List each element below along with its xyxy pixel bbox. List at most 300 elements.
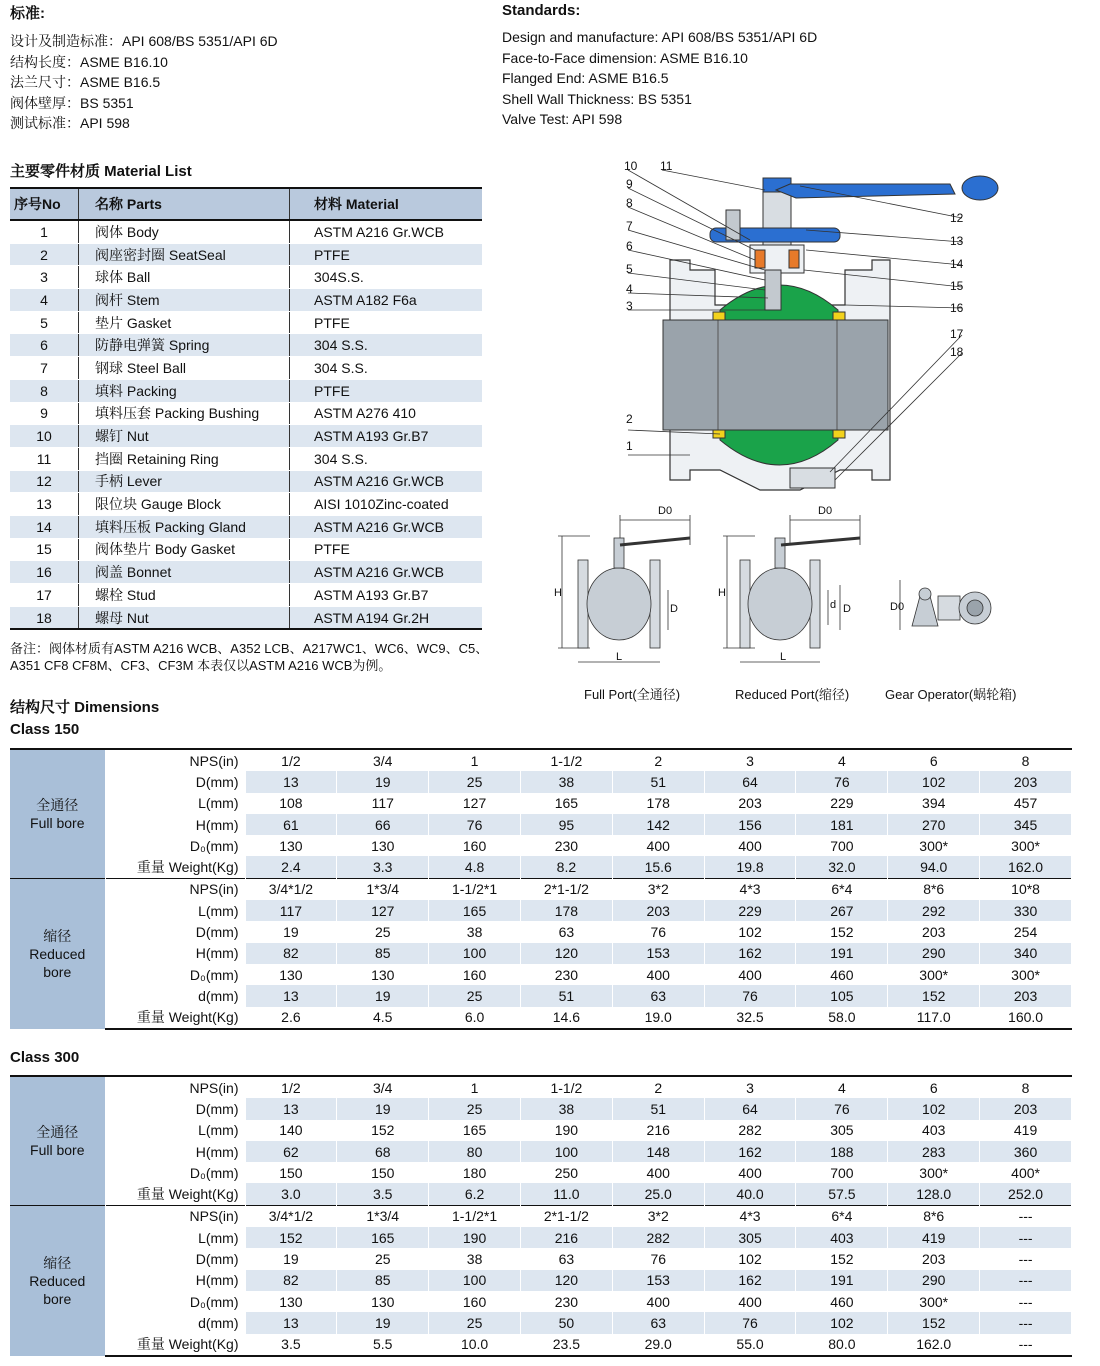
part-number: 6 [10,334,79,357]
part-name: 垫片 Gasket [79,311,290,334]
dimension-value: 152 [796,921,888,942]
dimension-value: 150 [337,1162,429,1183]
dimension-value: 63 [612,985,704,1006]
callout-number: 17 [950,327,964,341]
dimension-row [10,793,1072,814]
full-port-h-label: H [554,587,562,599]
dimension-value: 76 [612,1248,704,1269]
part-number: 17 [10,584,79,607]
dimension-value: 400 [704,1162,796,1183]
part-material: ASTM A216 Gr.WCB [290,470,483,493]
dimension-value: 152 [888,985,980,1006]
material-row [10,425,482,448]
material-row [10,379,482,402]
dimension-value: 6.0 [429,1007,521,1029]
dimension-value: 203 [980,985,1072,1006]
dimension-value: 130 [245,835,337,856]
part-material: PTFE [290,538,483,561]
dimension-value: 188 [796,1141,888,1162]
header-no: 序号No [10,188,79,220]
dimension-value: 162 [704,943,796,964]
dimension-value: 282 [612,1227,704,1248]
full-bore-group-label [10,1076,105,1205]
dimension-value: 290 [888,943,980,964]
callout-number: 1 [626,439,633,453]
dimension-value: 100 [429,943,521,964]
dimension-value: 102 [704,921,796,942]
dimension-value: 162.0 [888,1334,980,1356]
dimension-value: 1 [429,749,521,771]
dimension-label: NPS(in) [105,749,245,771]
dimension-row [10,878,1072,900]
dimension-value: 8*6 [888,1205,980,1227]
dimension-value: 190 [520,1120,612,1141]
dimension-value: 394 [888,793,980,814]
group-label-line: Full bore [30,1141,85,1158]
dimension-label: D(mm) [105,771,245,792]
dimension-label: H(mm) [105,1141,245,1162]
dimension-value: 64 [704,771,796,792]
dimension-value: 403 [796,1227,888,1248]
part-material: AISI 1010Zinc-coated [290,493,483,516]
header-material: 材料 Material [290,188,483,220]
dimension-value: 229 [704,900,796,921]
dimension-label: D(mm) [105,1248,245,1269]
dimension-value: 292 [888,900,980,921]
dimension-value: 460 [796,1291,888,1312]
dimension-row [10,1007,1072,1029]
part-number: 13 [10,493,79,516]
dimension-value: 3/4 [337,1076,429,1098]
dimension-label: H(mm) [105,814,245,835]
dimension-value: 4 [796,749,888,771]
dimension-value: 300* [888,835,980,856]
dimension-value: 250 [520,1162,612,1183]
dimension-value: 460 [796,964,888,985]
material-note [10,640,488,674]
part-name: 阀座密封圈 SeatSeal [79,243,290,266]
dimension-row [10,749,1072,771]
note-line-1: 备注：阀体材质有ASTM A216 WCB、A352 LCB、A217WC1、WC6、WC9、C5、 [10,641,489,656]
dimension-value: 14.6 [520,1007,612,1029]
dimension-value: 19 [245,921,337,942]
callout-number: 7 [626,219,633,233]
dimension-value: 95 [520,814,612,835]
callout-number: 6 [626,239,633,253]
dimension-value: 55.0 [704,1334,796,1356]
dimension-value: 4.5 [337,1007,429,1029]
dimension-value: 76 [704,985,796,1006]
dimension-value: 3*2 [612,878,704,900]
dimension-value: 8 [980,749,1072,771]
standards-en-heading: Standards: [502,2,581,19]
dimension-value: 165 [337,1227,429,1248]
dimension-value: 13 [245,771,337,792]
dimension-value: 25.0 [612,1183,704,1205]
dimension-value: 2*1-1/2 [520,878,612,900]
dimension-row [10,814,1072,835]
callout-number: 18 [950,345,964,359]
dimension-value: 32.0 [796,856,888,878]
part-number: 4 [10,289,79,312]
part-name: 填料压板 Packing Gland [79,515,290,538]
reduced-port-d-label: D [843,603,851,615]
header-parts: 名称 Parts [79,188,290,220]
dimension-value: 403 [888,1120,980,1141]
part-number: 2 [10,243,79,266]
dimension-value: 3.0 [245,1183,337,1205]
part-name: 限位块 Gauge Block [79,493,290,516]
full-port-drawing [558,515,690,662]
callout-number: 9 [626,177,633,191]
dimension-value: 127 [337,900,429,921]
dimension-value: 6 [888,749,980,771]
dimension-row [10,1270,1072,1291]
dimension-value: 13 [245,985,337,1006]
dimension-value: 120 [520,1270,612,1291]
material-row [10,243,482,266]
standard-line: 设计及制造标准：API 608/BS 5351/API 6D [10,33,278,49]
part-material: ASTM A193 Gr.B7 [290,425,483,448]
dimension-value: 419 [888,1227,980,1248]
part-material: 304 S.S. [290,447,483,470]
dimension-value: 400 [612,1291,704,1312]
dimension-row [10,1248,1072,1269]
dimension-value: 3 [704,1076,796,1098]
dimension-value: 38 [520,771,612,792]
material-row [10,266,482,289]
dimension-label: H(mm) [105,1270,245,1291]
dimension-row [10,985,1072,1006]
dimension-value: 203 [704,793,796,814]
dimension-value: --- [980,1270,1072,1291]
dimension-row [10,835,1072,856]
dimension-value: 190 [429,1227,521,1248]
dimension-value: 300* [980,964,1072,985]
seat-lower-right [833,430,845,438]
dimension-value: 117 [245,900,337,921]
part-name: 阀杆 Stem [79,289,290,312]
caption-full-port: Full Port(全通径) [584,687,681,702]
dimension-value: 1-1/2*1 [429,1205,521,1227]
valve-cross-section-diagram [600,150,1010,510]
dimension-row [10,1098,1072,1119]
dimension-value: 130 [337,1291,429,1312]
part-number: 12 [10,470,79,493]
dimension-value: 148 [612,1141,704,1162]
dimension-value: 330 [980,900,1072,921]
dimension-value: --- [980,1312,1072,1333]
dimension-value: 76 [612,921,704,942]
dimension-value: 282 [704,1120,796,1141]
reduced-port-d-small-label: d [830,599,837,611]
dimension-row [10,1312,1072,1333]
reduced-bore-group-label [10,1205,105,1356]
dimension-value: 76 [796,771,888,792]
group-label-line: 全通径 [36,1123,79,1140]
standards-en [502,2,817,130]
dimension-value: 102 [888,1098,980,1119]
dimension-value: 1-1/2*1 [429,878,521,900]
dimension-value: 130 [245,964,337,985]
dimension-value: 102 [888,771,980,792]
dimension-value: 5.5 [337,1334,429,1356]
dimension-value: 165 [429,900,521,921]
part-material: ASTM A216 Gr.WCB [290,561,483,584]
standard-line: 结构长度：ASME B16.10 [10,53,168,70]
standards-cn-heading: 标准: [10,5,45,22]
material-header-row [10,188,482,220]
dimension-value: 6 [888,1076,980,1098]
part-material: 304S.S. [290,266,483,289]
dimension-label: 重量 Weight(Kg) [105,856,245,878]
dimension-value: 191 [796,1270,888,1291]
dimension-value: 130 [337,964,429,985]
dimension-value: 152 [888,1312,980,1333]
callout-number: 8 [626,196,633,210]
dimension-value: 19 [337,1098,429,1119]
dimension-value: 4*3 [704,1205,796,1227]
material-row [10,447,482,470]
dimension-value: 216 [520,1227,612,1248]
dimension-value: 100 [429,1270,521,1291]
dimensions-title: 结构尺寸 Dimensions [10,699,160,716]
dimension-value: 40.0 [704,1183,796,1205]
dimension-value: 2.6 [245,1007,337,1029]
dimension-value: 51 [520,985,612,1006]
dimension-value: 252.0 [980,1183,1072,1205]
material-row [10,515,482,538]
callout-number: 4 [626,282,633,296]
material-row [10,311,482,334]
dimension-value: 3 [704,749,796,771]
dimension-row [10,943,1072,964]
dimension-value: 13 [245,1098,337,1119]
dimension-value: 50 [520,1312,612,1333]
dimension-value: 10*8 [980,878,1072,900]
dimension-row [10,1141,1072,1162]
dimension-row [10,771,1072,792]
part-name: 挡圈 Retaining Ring [79,447,290,470]
dimension-value: 203 [888,1248,980,1269]
standard-line: Shell Wall Thickness: BS 5351 [502,90,692,107]
dimension-value: 142 [612,814,704,835]
group-label-line: bore [43,963,72,980]
part-name: 阀体 Body [79,220,290,243]
dimension-label: D(mm) [105,921,245,942]
dimension-value: 1*3/4 [337,1205,429,1227]
seat-upper-right [833,312,845,320]
dimension-value: 25 [337,1248,429,1269]
standard-line: Flanged End: ASME B16.5 [502,70,669,86]
dimension-value: 105 [796,985,888,1006]
class300-title: Class 300 [10,1049,80,1066]
part-name: 防静电弹簧 Spring [79,334,290,357]
part-name: 球体 Ball [79,266,290,289]
group-label-line: Reduced [29,1272,86,1289]
reduced-port-h-label: H [718,587,726,599]
dimension-value: 300* [980,835,1072,856]
class150-table [10,748,1072,1030]
dimension-value: 6.2 [429,1183,521,1205]
callout-number: 2 [626,412,633,426]
dimension-value: 19 [245,1248,337,1269]
dimension-value: 51 [612,1098,704,1119]
part-material: PTFE [290,379,483,402]
note-line-2: A351 CF8 CF8M、CF3、CF3M 本表仅以ASTM A216 WCB为例。 [10,658,392,673]
material-row [10,334,482,357]
part-number: 3 [10,266,79,289]
dimension-value: 120 [520,943,612,964]
dimension-value: 25 [429,1098,521,1119]
dimension-value: 230 [520,1291,612,1312]
dimension-value: 229 [796,793,888,814]
dimension-label: L(mm) [105,793,245,814]
dimension-value: 181 [796,814,888,835]
dimension-value: 162 [704,1141,796,1162]
part-number: 7 [10,357,79,380]
full-port-d-label: D [670,603,678,615]
dimension-label: 重量 Weight(Kg) [105,1183,245,1205]
dimension-value: 4*3 [704,878,796,900]
full-port-l-label: L [616,651,623,663]
dimension-value: 19 [337,1312,429,1333]
dimension-value: 76 [429,814,521,835]
dimension-value: 300* [888,1162,980,1183]
part-material: ASTM A216 Gr.WCB [290,220,483,243]
dimension-value: 32.5 [704,1007,796,1029]
dimension-value: 305 [704,1227,796,1248]
dimension-value: 2.4 [245,856,337,878]
dimension-value: 3/4 [337,749,429,771]
dimension-value: 1 [429,1076,521,1098]
part-name: 填料压套 Packing Bushing [79,402,290,425]
part-material: ASTM A276 410 [290,402,483,425]
dimension-value: 25 [337,921,429,942]
dimension-value: 3*2 [612,1205,704,1227]
dimension-value: --- [980,1227,1072,1248]
dimension-value: 162 [704,1270,796,1291]
dimension-value: 160 [429,835,521,856]
dimension-row [10,1334,1072,1356]
dimension-value: 80 [429,1141,521,1162]
part-material: PTFE [290,243,483,266]
dimension-value: 191 [796,943,888,964]
dimension-value: 152 [245,1227,337,1248]
material-row [10,220,482,243]
reduced-port-drawing [723,515,860,662]
dimension-value: 64 [704,1098,796,1119]
part-number: 10 [10,425,79,448]
dimension-value: 300* [888,964,980,985]
dimension-value: 25 [429,771,521,792]
class150-title: Class 150 [10,721,80,738]
dimension-value: 230 [520,964,612,985]
dimension-value: 360 [980,1141,1072,1162]
dimension-label: D(mm) [105,1098,245,1119]
dimension-value: 203 [980,771,1072,792]
dimension-label: NPS(in) [105,1076,245,1098]
dimension-value: 340 [980,943,1072,964]
part-material: 304 S.S. [290,357,483,380]
part-name: 填料 Packing [79,379,290,402]
part-name: 螺钉 Nut [79,425,290,448]
dimension-row [10,1183,1072,1205]
dimension-value: 61 [245,814,337,835]
dimension-value: 230 [520,835,612,856]
dimension-value: --- [980,1205,1072,1227]
dimension-row [10,1076,1072,1098]
dimension-value: 165 [429,1120,521,1141]
part-material: ASTM A216 Gr.WCB [290,515,483,538]
part-name: 螺母 Nut [79,606,290,629]
dimension-label: L(mm) [105,900,245,921]
callout-number: 12 [950,211,964,225]
dimension-value: 6*4 [796,1205,888,1227]
part-name: 螺栓 Stud [79,584,290,607]
dimension-value: 140 [245,1120,337,1141]
part-number: 18 [10,606,79,629]
dimension-value: 1*3/4 [337,878,429,900]
dimension-value: 8.2 [520,856,612,878]
dimension-value: 160 [429,1291,521,1312]
part-material: ASTM A182 F6a [290,289,483,312]
part-material: 304 S.S. [290,334,483,357]
dimension-value: 165 [520,793,612,814]
seat-upper-left [713,312,725,320]
part-number: 5 [10,311,79,334]
dimension-value: 283 [888,1141,980,1162]
callout-number: 10 [624,159,638,173]
dimension-label: H(mm) [105,943,245,964]
dimension-value: 152 [796,1248,888,1269]
dimension-value: 38 [520,1098,612,1119]
dimension-value: 23.5 [520,1334,612,1356]
dimension-value: 11.0 [520,1183,612,1205]
dimension-value: 15.6 [612,856,704,878]
dimension-value: 400* [980,1162,1072,1183]
reduced-bore-group-label [10,878,105,1029]
dimension-value: 19.8 [704,856,796,878]
dimension-value: 203 [612,900,704,921]
dimension-value: 400 [612,964,704,985]
dimension-value: 29.0 [612,1334,704,1356]
dimension-value: 25 [429,985,521,1006]
dimension-value: 4 [796,1076,888,1098]
part-number: 8 [10,379,79,402]
material-row [10,289,482,312]
class300-table [10,1075,1072,1357]
dimension-label: d(mm) [105,985,245,1006]
callout-number: 11 [660,159,673,173]
dimension-value: 203 [980,1098,1072,1119]
group-label-line: 缩径 [43,927,72,944]
dimension-value: 180 [429,1162,521,1183]
dimension-value: --- [980,1291,1072,1312]
dimension-value: 1/2 [245,749,337,771]
dimension-row [10,921,1072,942]
caption-reduced-port: Reduced Port(缩径) [735,687,850,702]
standard-line: 阀体壁厚：BS 5351 [10,94,134,111]
callout-number: 15 [950,279,964,293]
group-label-line: 缩径 [43,1254,72,1271]
part-name: 手柄 Lever [79,470,290,493]
dimension-value: 216 [612,1120,704,1141]
dimension-value: 156 [704,814,796,835]
dimension-value: 130 [245,1291,337,1312]
dimension-value: 38 [429,1248,521,1269]
material-row [10,584,482,607]
